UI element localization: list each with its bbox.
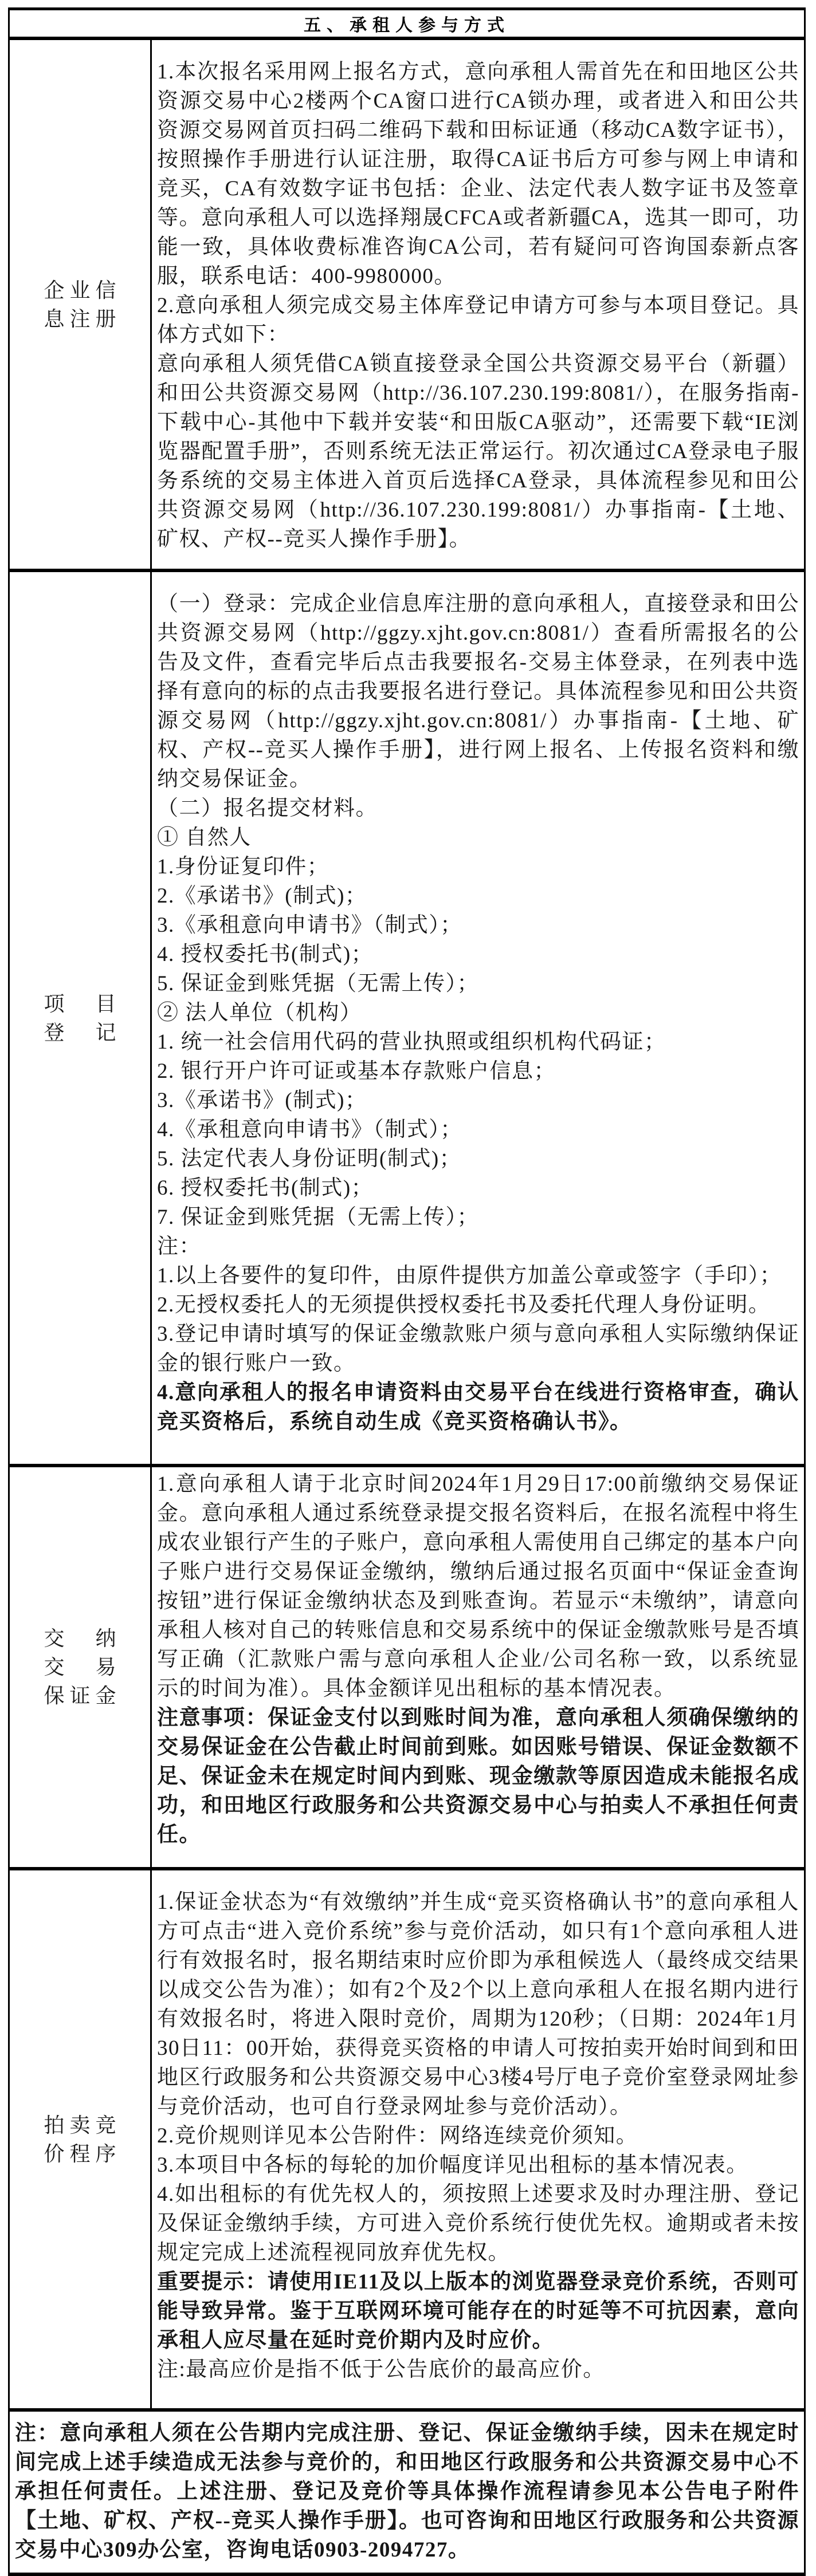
paragraph: 1.意向承租人请于北京时间2024年1月29日17:00前缴纳交易保证金。意向承租人通过系统登录提交报名资料后，在报名流程中将生成农业银行产生的子账户，意向承租人需使用自己绑定的基本户向子账户进行交易保证金缴纳，缴纳后通过报名页面中“保证金查询按钮”进行保证金缴纳状态及到账查询。若显示“未缴纳”，请意向承租人核对自己的转账信息和交易系统中的保证金缴款账号是否填写正确（汇款账户需与意向承租人企业/公司名称一致，以系统显示的时间为准）。具体金额详见出租标的基本情况表。 [157,1472,799,1700]
paragraph: 2.《承诺书》(制式)； [157,884,367,908]
paragraph: 4.《承租意向申请书》（制式）； [157,1118,462,1141]
row-header-char: 业 [69,278,91,302]
row-header-char: 项 [44,992,65,1015]
row-header-line [44,990,116,1018]
paragraph: 1.以上各要件的复印件，由原件提供方加盖公章或签字（手印）； [157,1264,782,1287]
paragraph: 4.如出租标的有优先权人的，须按照上述要求及时办理注册、登记及保证金缴纳手续，方可进入竞价系统行使优先权。逾期或者未按规定完成上述流程视同放弃优先权。 [157,2183,799,2264]
row-content-deposit-payment [152,1467,804,1867]
row-header-char: 价 [44,2142,65,2165]
row-header-char: 卖 [69,2113,91,2137]
row-header-char: 易 [95,1656,116,1679]
paragraph: 3.登记申请时填写的保证金缴款账户须与意向承租人实际缴纳保证金的银行账户一致。 [157,1322,799,1375]
row-header-line [44,1624,116,1653]
row-header-char: 纳 [95,1627,116,1650]
lessee-participation-table [8,7,806,2576]
row-header-char: 序 [95,2142,116,2165]
paragraph: 5. 法定代表人身份证明(制式)； [157,1147,462,1171]
row-header-char: 目 [95,992,116,1015]
row-header-char: 信 [95,278,116,302]
row-header-enterprise-info-registration [10,40,152,569]
row-header-line [44,2140,116,2168]
paragraph: 4.意向承租人的报名申请资料由交易平台在线进行资格审查，确认竞买资格后，系统自动生成《竞买资格确认书》。 [157,1381,799,1433]
table-footer-note [10,2408,804,2573]
paragraph: （二）报名提交材料。 [157,797,378,820]
paragraph: 注： [157,1235,201,1258]
paragraph: 2. 银行开户许可证或基本存款账户信息； [157,1059,556,1083]
table-row-enterprise-info-registration [10,40,804,569]
table-title-text: 五、承租人参与方式 [304,16,510,35]
row-header-line [44,305,116,333]
paragraph: 3.本项目中各标的每轮的加价幅度详见出租标的基本情况表。 [157,2153,748,2177]
table-row-auction-bidding-procedure [10,1867,804,2408]
row-header-deposit-payment [10,1467,152,1867]
table-row-project-registration [10,569,804,1464]
row-header-line [44,1653,116,1681]
row-header-char: 注 [69,307,91,330]
paragraph: 1.身份证复印件； [157,855,329,879]
row-header-char: 竞 [95,2113,116,2137]
row-header-char: 交 [44,1627,65,1650]
paragraph: 2.无授权委托人的无须提供授权委托书及委托代理人身份证明。 [157,1293,771,1317]
row-header-char: 息 [44,307,65,330]
paragraph: 2.意向承租人须完成交易主体库登记申请方可参与本项目登记。具体方式如下： [157,294,799,346]
row-header-char: 企 [44,278,65,302]
paragraph: 7. 保证金到账凭据（无需上传）； [157,1206,479,1229]
paragraph: 1.保证金状态为“有效缴纳”并生成“竞买资格确认书”的意向承租人方可点击“进入竞价系统”参与竞价活动，如只有1个意向承租人进行有效报名时，报名期结束时应价即为承租候选人（最终成交结果以成交公告为准）；如有2个及2个以上意向承租人在报名期内进行有效报名时，将进入限时竞价，周期为120秒；（日期：2024年1月30日11：00开始，获得竞买资格的申请人可按拍卖开始时间到和田地区行政服务和公共资源交易中心3楼4号厅电子竞价室登录网址参与竞价活动，也可自行登录网址参与竞价活动）。 [157,1890,799,2118]
paragraph: 2.竞价规则详见本公告附件：网络连续竞价须知。 [157,2124,638,2148]
paragraph: ① 自然人 [157,826,252,849]
paragraph: 5. 保证金到账凭据（无需上传）； [157,972,479,995]
row-header-line [44,2111,116,2140]
row-header-char: 证 [69,1684,91,1707]
row-header-line [44,276,116,305]
paragraph: 注意事项：保证金支付以到账时间为准，意向承租人须确保缴纳的交易保证金在公告截止时间前到账。如因账号错误、保证金数额不足、保证金未在规定时间内到账、现金缴款等原因造成未能报名成功，和田地区行政服务和公共资源交易中心与拍卖人不承担任何责任。 [157,1706,799,1846]
row-header-char: 记 [95,1021,116,1044]
row-header-line [44,1681,116,1710]
row-header-line [44,1018,116,1047]
row-header-char: 保 [44,1684,65,1707]
footer-note-text: 注：意向承租人须在公告期内完成注册、登记、保证金缴纳手续，因未在规定时间完成上述手续造成无法参与竞价的，和田地区行政服务和公共资源交易中心不承担任何责任。上述注册、登记及竞价等具体操作流程请参见本公告电子附件【土地、矿权、产权--竞买人操作手册】。也可咨询和田地区行政服务和公共资源交易中心309办公室，咨询电话0903-2094727。 [15,2421,799,2562]
paragraph: 重要提示：请使用IE11及以上版本的浏览器登录竞价系统，否则可能导致异常。鉴于互联网环境可能存在的时延等不可抗因素，意向承租人应尽量在延时竞价期内及时应价。 [157,2270,799,2352]
paragraph: 意向承租人须凭借CA锁直接登录全国公共资源交易平台（新疆）和田公共资源交易网（http://36.107.230.199:8081/），在服务指南-下载中心-其他中下载并安装“和田版CA驱动”，还需要下载“IE浏览器配置手册”，否则系统无法正常运行。初次通过CA登录电子服务系统的交易主体进入首页后选择CA登录，具体流程参见和田公共资源交易网（http://36.107.230.199:8081/）办事指南-【土地、矿权、产权--竞买人操作手册】。 [157,352,799,551]
row-header-char: 金 [95,1684,116,1707]
paragraph: 3.《承诺书》(制式)； [157,1089,367,1112]
row-header-char: 交 [44,1656,65,1679]
row-content-project-registration [152,572,804,1464]
row-header-char: 拍 [44,2113,65,2137]
row-header-char: 登 [44,1021,65,1044]
table-body [10,40,804,2408]
paragraph: 1. 统一社会信用代码的营业执照或组织机构代码证； [157,1030,666,1054]
paragraph: 注:最高应价是指不低于公告底价的最高应价。 [157,2358,605,2381]
paragraph: 4. 授权委托书(制式)； [157,943,374,966]
row-content-enterprise-info-registration [152,40,804,569]
row-header-char: 册 [95,307,116,330]
table-title [10,10,804,40]
paragraph: ② 法人单位（机构） [157,1001,362,1025]
paragraph: 1.本次报名采用网上报名方式，意向承租人需首先在和田地区公共资源交易中心2楼两个CA窗口进行CA锁办理，或者进入和田公共资源交易网首页扫码二维码下载和田标证通（移动CA数字证书），按照操作手册进行认证注册，取得CA证书后方可参与网上申请和竞买，CA有效数字证书包括：企业、法定代表人数字证书及签章等。意向承租人可以选择翔晟CFCA或者新疆CA，选其一即可，功能一致，具体收费标准咨询CA公司，若有疑问可咨询国泰新点客服，联系电话：400-9980000。 [157,60,799,288]
row-content-auction-bidding-procedure [152,1870,804,2408]
paragraph: 3.《承租意向申请书》（制式）； [157,913,462,937]
row-header-auction-bidding-procedure [10,1870,152,2408]
paragraph: 6. 授权委托书(制式)； [157,1176,374,1200]
row-header-project-registration [10,572,152,1464]
paragraph: （一）登录：完成企业信息库注册的意向承租人，直接登录和田公共资源交易网（http://ggzy.xjht.gov.cn:8081/）查看所需报名的公告及文件，查看完毕后点击我要报名-交易主体登录，在列表中选择有意向的标的点击我要报名进行登记。具体流程参见和田公共资源交易网（http://ggzy.xjht.gov.cn:8081/）办事指南-【土地、矿权、产权--竞买人操作手册】，进行网上报名、上传报名资料和缴纳交易保证金。 [157,592,799,791]
table-row-deposit-payment [10,1464,804,1867]
row-header-char: 程 [69,2142,91,2165]
